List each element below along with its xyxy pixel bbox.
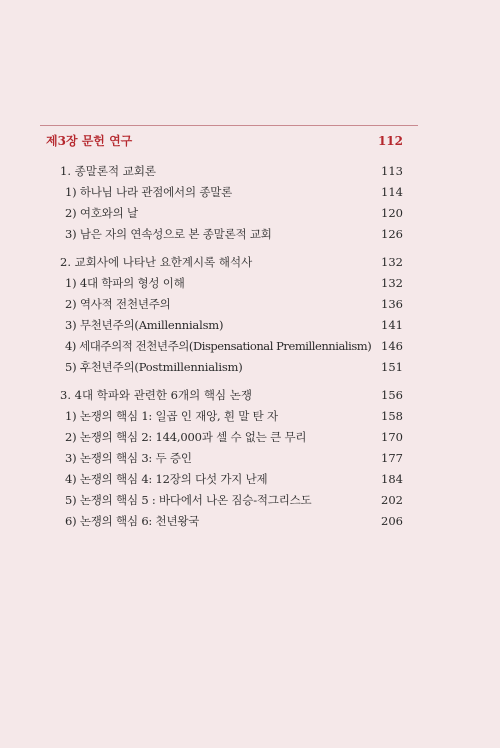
item-title: 2) 역사적 전천년주의 (65, 297, 171, 311)
item-title: 4) 세대주의적 전천년주의(Dispensational Premillennialism) (65, 339, 372, 353)
item-title: 2) 논쟁의 핵심 2: 144,000과 셀 수 없는 큰 무리 (65, 430, 307, 444)
item-title: 5) 후천년주의(Postmillennialism) (65, 360, 243, 374)
item-title: 4) 논쟁의 핵심 4: 12장의 다섯 가지 난제 (65, 472, 268, 486)
toc-item[interactable] (0, 407, 500, 425)
item-page: 126 (381, 227, 403, 241)
item-page: 158 (381, 409, 403, 423)
item-page: 151 (381, 360, 403, 374)
item-page: 141 (381, 318, 403, 332)
item-title: 2) 여호와의 날 (65, 206, 138, 220)
toc-item[interactable] (0, 449, 500, 467)
item-title: 3) 무천년주의(Amillennialsm) (65, 318, 224, 332)
section-title: 1. 종말론적 교회론 (60, 164, 157, 178)
toc-item[interactable] (0, 274, 500, 292)
toc-section-1[interactable] (0, 162, 500, 180)
toc-item[interactable] (0, 204, 500, 222)
item-page: 202 (381, 493, 403, 507)
item-title: 3) 남은 자의 연속성으로 본 종말론적 교회 (65, 227, 272, 241)
toc-item[interactable] (0, 183, 500, 201)
toc-item[interactable] (0, 491, 500, 509)
toc-item[interactable] (0, 337, 500, 355)
toc-item[interactable] (0, 470, 500, 488)
chapter-page: 112 (377, 134, 403, 148)
section-title: 3. 4대 학파와 관련한 6개의 핵심 논쟁 (60, 388, 252, 402)
item-page: 170 (381, 430, 403, 444)
section-page: 113 (381, 164, 403, 178)
toc-item[interactable] (0, 358, 500, 376)
item-page: 206 (381, 514, 403, 528)
item-page: 146 (381, 339, 403, 353)
item-title: 1) 4대 학파의 형성 이해 (65, 276, 185, 290)
toc-item[interactable] (0, 428, 500, 446)
toc-item[interactable] (0, 295, 500, 313)
toc-item[interactable] (0, 316, 500, 334)
chapter-heading[interactable] (0, 132, 500, 150)
toc-section-3[interactable] (0, 386, 500, 404)
item-page: 136 (381, 297, 403, 311)
section-title: 2. 교회사에 나타난 요한계시록 해석사 (60, 255, 253, 269)
item-title: 3) 논쟁의 핵심 3: 두 증인 (65, 451, 192, 465)
section-page: 132 (381, 255, 403, 269)
item-title: 5) 논쟁의 핵심 5 : 바다에서 나온 짐승-적그리스도 (65, 493, 312, 507)
item-page: 184 (381, 472, 403, 486)
section-page: 156 (381, 388, 403, 402)
toc-item[interactable] (0, 225, 500, 243)
toc-section-2[interactable] (0, 253, 500, 271)
top-rule (40, 125, 418, 126)
toc-item[interactable] (0, 512, 500, 530)
chapter-title: 제3장 문헌 연구 (46, 134, 133, 148)
item-title: 6) 논쟁의 핵심 6: 천년왕국 (65, 514, 200, 528)
item-page: 120 (381, 206, 403, 220)
item-page: 132 (381, 276, 403, 290)
item-title: 1) 하나님 나라 관점에서의 종말론 (65, 185, 233, 199)
item-page: 177 (381, 451, 403, 465)
item-title: 1) 논쟁의 핵심 1: 일곱 인 재앙, 흰 말 탄 자 (65, 409, 278, 423)
item-page: 114 (381, 185, 403, 199)
